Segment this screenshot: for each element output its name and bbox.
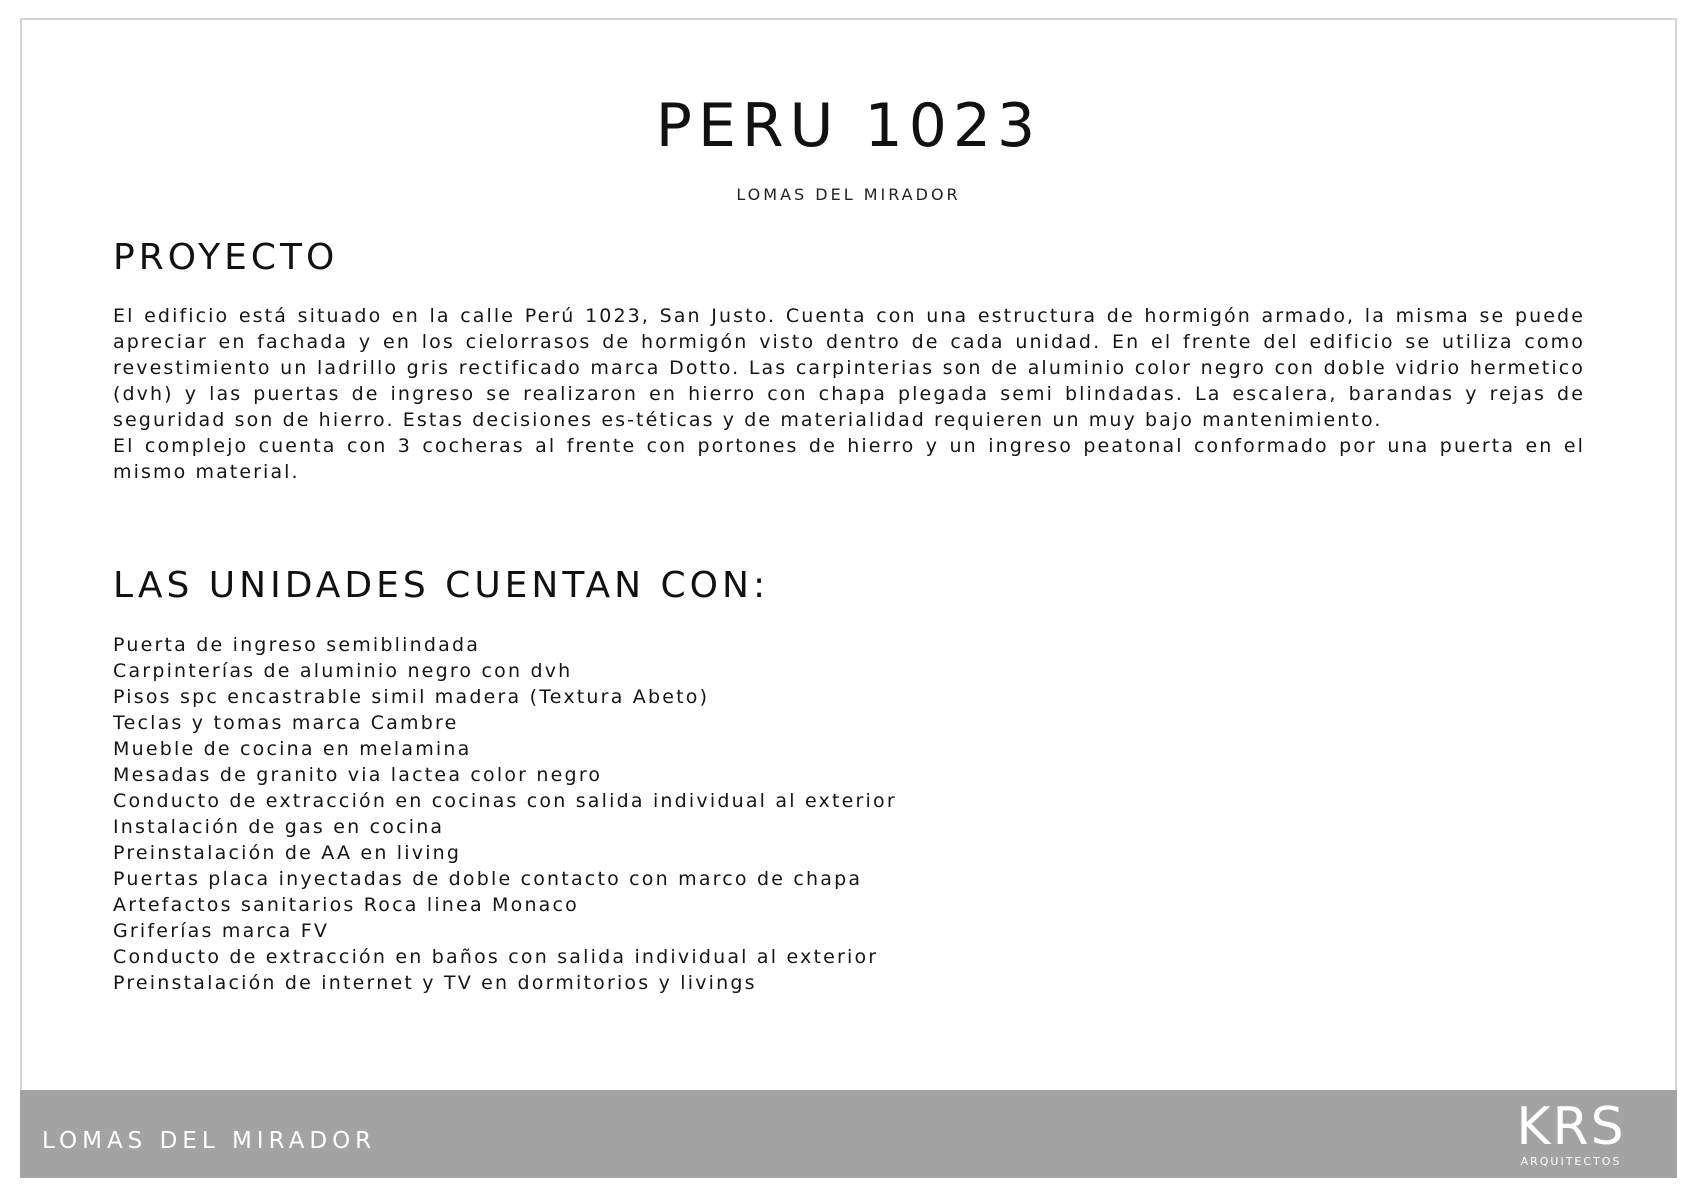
list-item: Instalación de gas en cocina (113, 816, 445, 838)
list-item: Puerta de ingreso semiblindada (113, 634, 481, 656)
list-item: Conducto de extracción en baños con salida individual al exterior (113, 946, 879, 968)
features-list (113, 632, 897, 996)
page-subtitle: LOMAS DEL MIRADOR (736, 185, 961, 204)
project-paragraph: El complejo cuenta con 3 cocheras al frente con portones de hierro y un ingreso peatonal conformado por una puerta en el mismo material. (113, 435, 1585, 483)
list-item: Puertas placa inyectadas de doble contacto con marco de chapa (113, 868, 863, 890)
project-paragraph: El edificio está situado en la calle Perú 1023, San Justo. Cuenta con una estructura de hormigón armado, la misma se puede apreciar en fachada y en los cielorrasos de hormigón visto dentro de cada unidad. En el frente del edificio se utiliza como revestimiento un ladrillo gris rectificado marca Dotto. Las carpinterias son de aluminio color negro con doble vidrio hermetico (dvh) y las puertas de ingreso se realizaron en hierro con chapa plegada semi blindadas. La escalera, barandas y rejas de seguridad son de hierro. Estas decisiones es-téticas y de materialidad requieren un muy bajo mantenimiento. (113, 305, 1585, 431)
list-item: Mueble de cocina en melamina (113, 738, 472, 760)
list-item: Carpinterías de aluminio negro con dvh (113, 660, 573, 682)
units-heading: LAS UNIDADES CUENTAN CON: (113, 565, 770, 606)
list-item: Conducto de extracción en cocinas con salida individual al exterior (113, 790, 897, 812)
project-description (113, 303, 1585, 485)
list-item: Preinstalación de internet y TV en dormitorios y livings (113, 972, 757, 994)
list-item: Mesadas de granito via lactea color negro (113, 764, 603, 786)
project-heading: PROYECTO (113, 237, 339, 278)
company-logo (1511, 1098, 1631, 1168)
list-item: Artefactos sanitarios Roca linea Monaco (113, 894, 579, 916)
page-title: PERU 1023 (655, 91, 1042, 161)
list-item: Preinstalación de AA en living (113, 842, 462, 864)
list-item: Teclas y tomas marca Cambre (113, 712, 459, 734)
footer-bar (20, 1090, 1677, 1178)
logo-tagline: ARQUITECTOS (1520, 1155, 1622, 1168)
logo-wordmark: KRS (1516, 1097, 1626, 1157)
footer-location: LOMAS DEL MIRADOR (42, 1128, 377, 1154)
list-item: Pisos spc encastrable simil madera (Textura Abeto) (113, 686, 710, 708)
list-item: Griferías marca FV (113, 920, 330, 942)
